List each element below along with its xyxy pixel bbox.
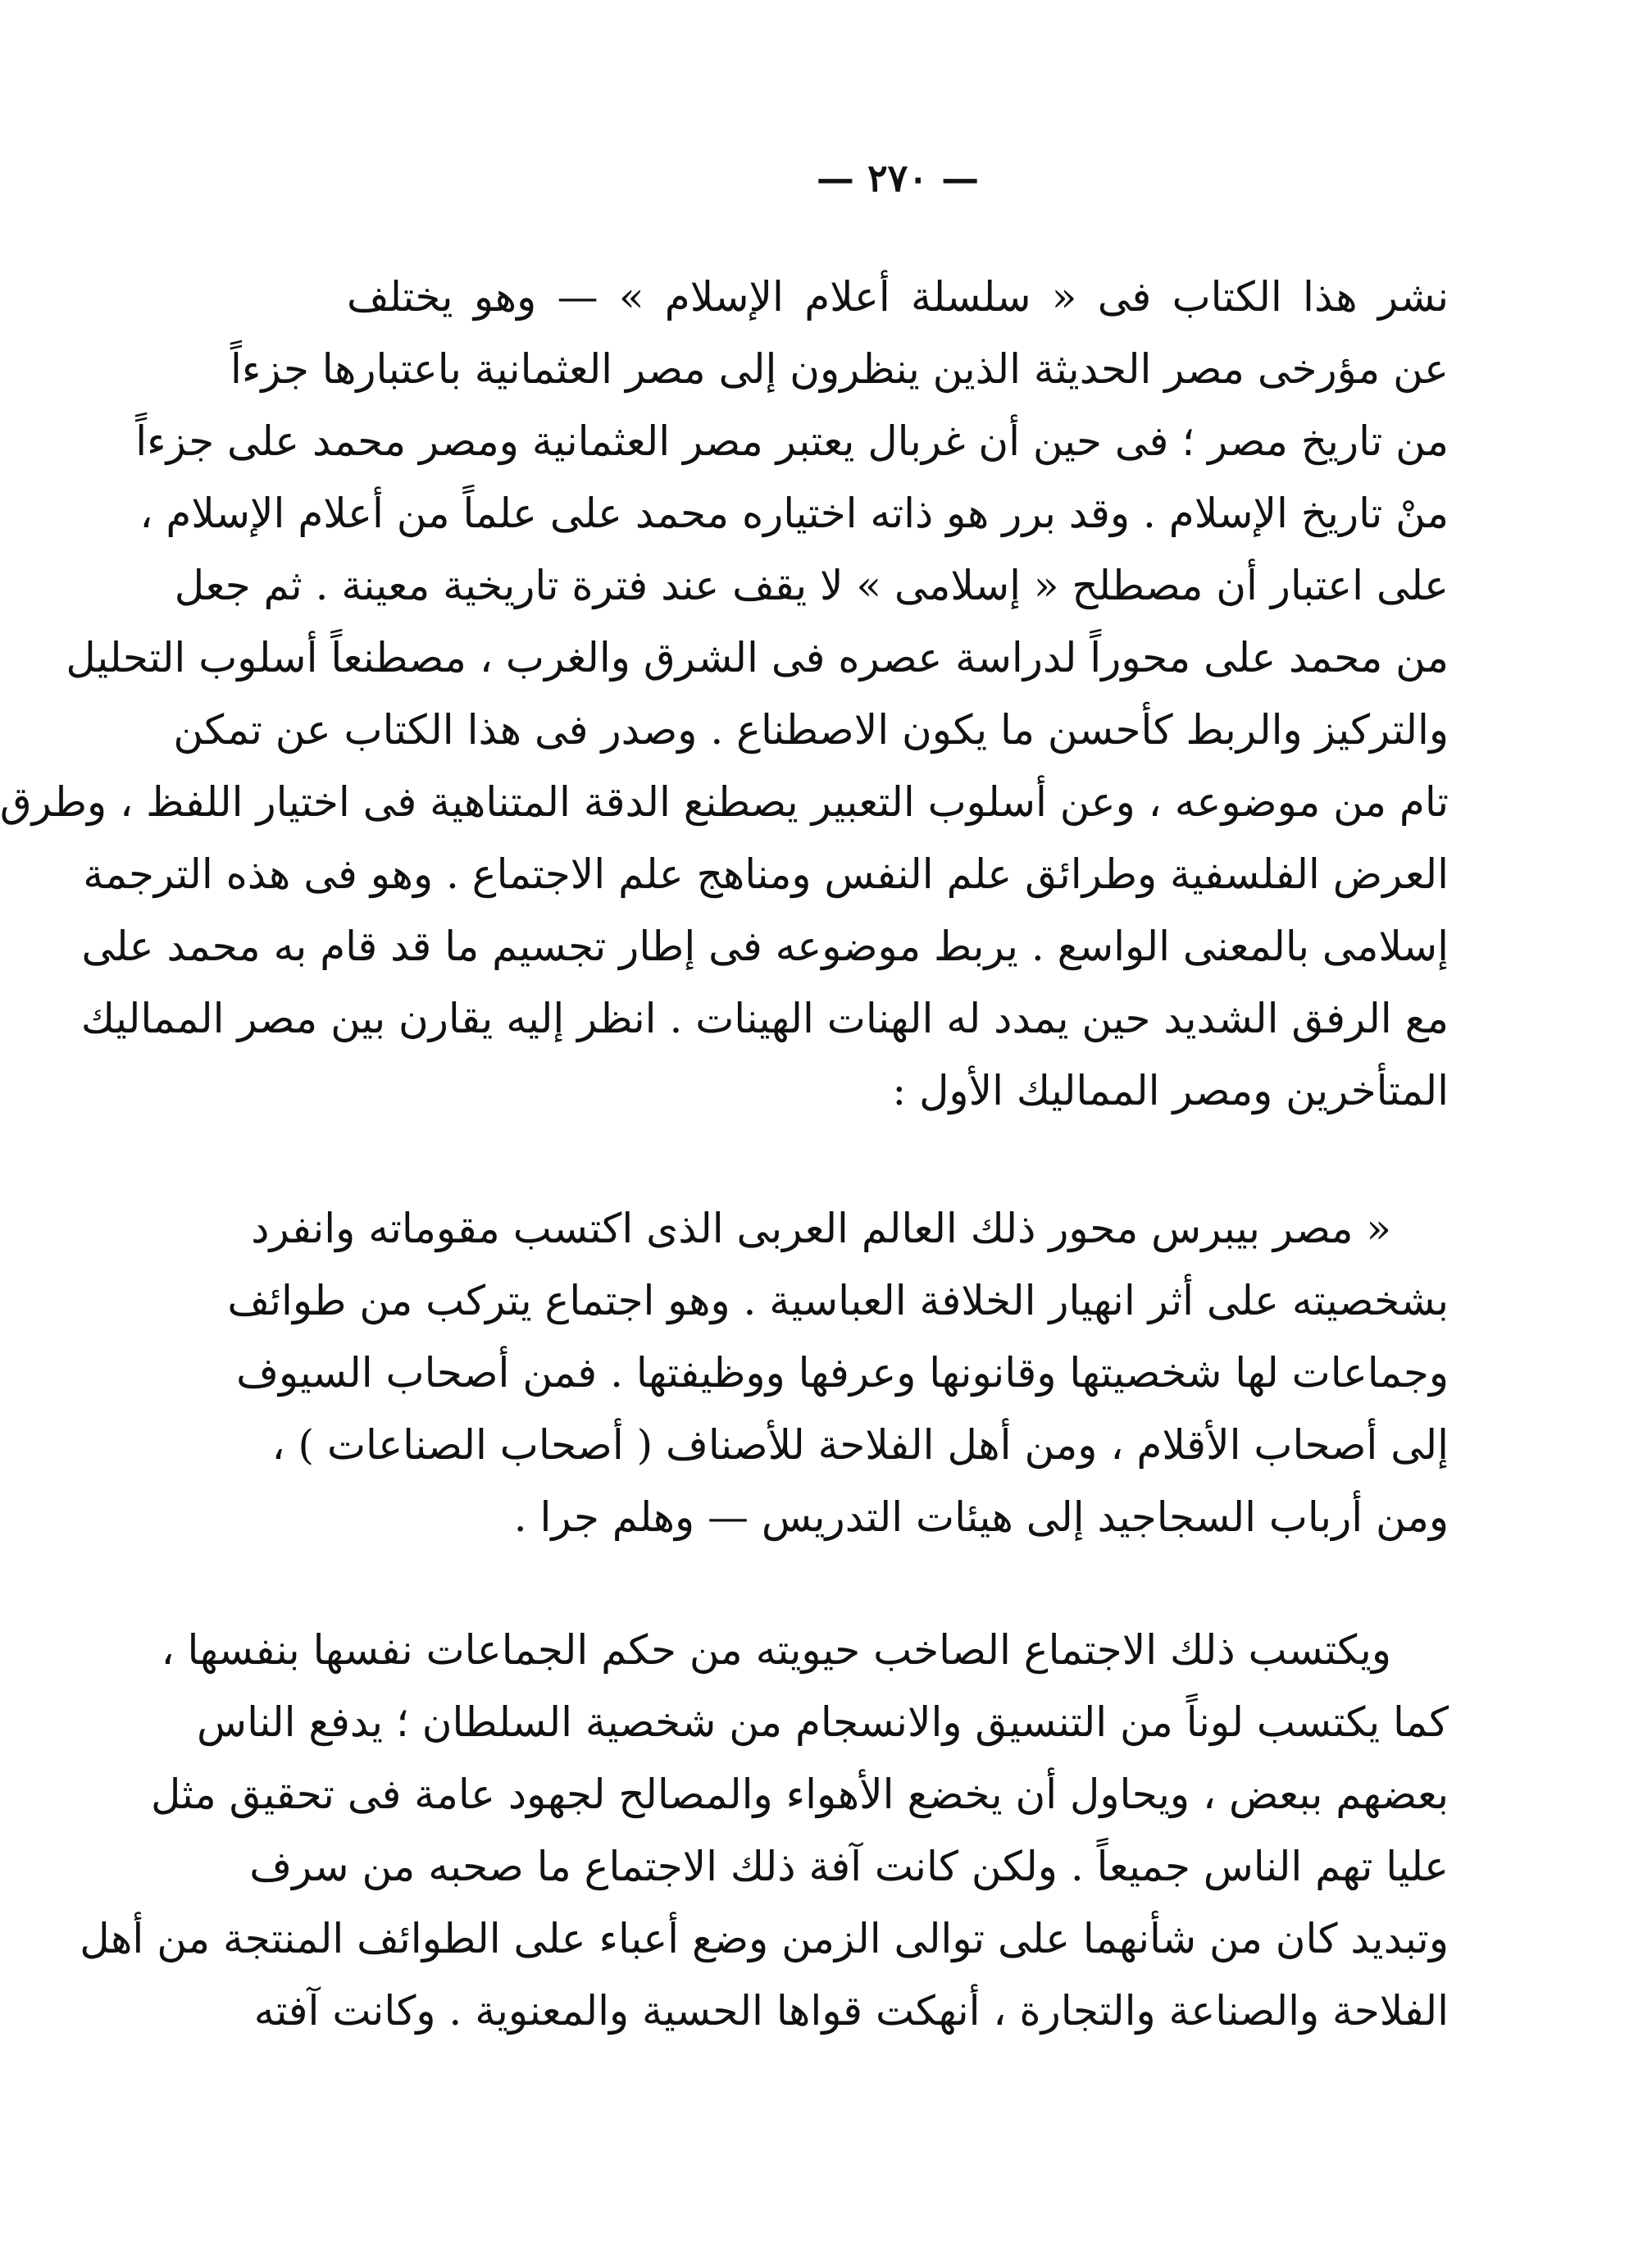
text-line: نشر هذا الكتاب فى « سلسلة أعلام الإسلام » — وهو يختلف — [347, 273, 1449, 321]
text-line: عليا تهم الناس جميعاً . ولكن كانت آفة ذلك الاجتماع ما صحبه من سرف — [249, 1843, 1449, 1890]
text-line: منْ تاريخ الإسلام . وقد برر هو ذاته اختياره محمد على علماً من أعلام الإسلام ، — [139, 490, 1449, 537]
text-line: تام من موضوعه ، وعن أسلوب التعبير يصطنع الدقة المتناهية فى اختيار اللفظ ، وطرق — [0, 778, 1449, 826]
paragraph-intro — [0, 261, 1449, 1127]
text-line: والتركيز والربط كأحسن ما يكون الاصطناع . وصدر فى هذا الكتاب عن تمكن — [173, 706, 1449, 754]
text-line: ويكتسب ذلك الاجتماع الصاخب حيويته من حكم الجماعات نفسها بنفسها ، — [161, 1626, 1391, 1674]
text-line: كما يكتسب لوناً من التنسيق والانسجام من شخصية السلطان ؛ يدفع الناس — [197, 1698, 1449, 1746]
text-line: بعضهم ببعض ، ويحاول أن يخضع الأهواء والمصالح لجهود عامة فى تحقيق مثل — [151, 1771, 1449, 1818]
text-line: عن مؤرخى مصر الحديثة الذين ينظرون إلى مصر العثمانية باعتبارها جزءاً — [230, 345, 1449, 393]
text-line: مع الرفق الشديد حين يمدد له الهنات الهينات . انظر إليه يقارن بين مصر المماليك — [80, 995, 1449, 1042]
text-line: الفلاحة والصناعة والتجارة ، أنهكت قواها الحسية والمعنوية . وكانت آفته — [253, 1987, 1449, 2035]
text-line: المتأخرين ومصر المماليك الأول : — [892, 1067, 1449, 1114]
text-line: وجماعات لها شخصيتها وقانونها وعرفها ووظيفتها . فمن أصحاب السيوف — [236, 1349, 1449, 1397]
text-line: وتبديد كان من شأنهما على توالى الزمن وضع أعباء على الطوائف المنتجة من أهل — [80, 1915, 1449, 1962]
text-line: من محمد على محوراً لدراسة عصره فى الشرق والغرب ، مصطنعاً أسلوب التحليل — [66, 634, 1449, 681]
text-line: من تاريخ مصر ؛ فى حين أن غربال يعتبر مصر العثمانية ومصر محمد على جزءاً — [135, 417, 1449, 465]
paragraph-quote — [227, 1192, 1449, 1553]
text-line: بشخصيته على أثر انهيار الخلافة العباسية . وهو اجتماع يتركب من طوائف — [227, 1277, 1449, 1324]
text-line: على اعتبار أن مصطلح « إسلامى » لا يقف عند فترة تاريخية معينة . ثم جعل — [174, 562, 1449, 609]
text-line: إسلامى بالمعنى الواسع . يربط موضوعه فى إطار تجسيم ما قد قام به محمد على — [81, 923, 1449, 970]
paragraph-continuation — [80, 1614, 1449, 2047]
text-line: إلى أصحاب الأقلام ، ومن أهل الفلاحة للأصناف ( أصحاب الصناعات ) ، — [271, 1421, 1449, 1469]
text-line: العرض الفلسفية وطرائق علم النفس ومناهج علم الاجتماع . وهو فى هذه الترجمة — [83, 850, 1449, 898]
text-line: ومن أرباب السجاجيد إلى هيئات التدريس — وهلم جرا . — [513, 1493, 1449, 1541]
page-number: — ٢٧٠ — — [816, 156, 980, 200]
text-line: « مصر بيبرس محور ذلك العالم العربى الذى اكتسب مقوماته وانفرد — [251, 1205, 1391, 1252]
